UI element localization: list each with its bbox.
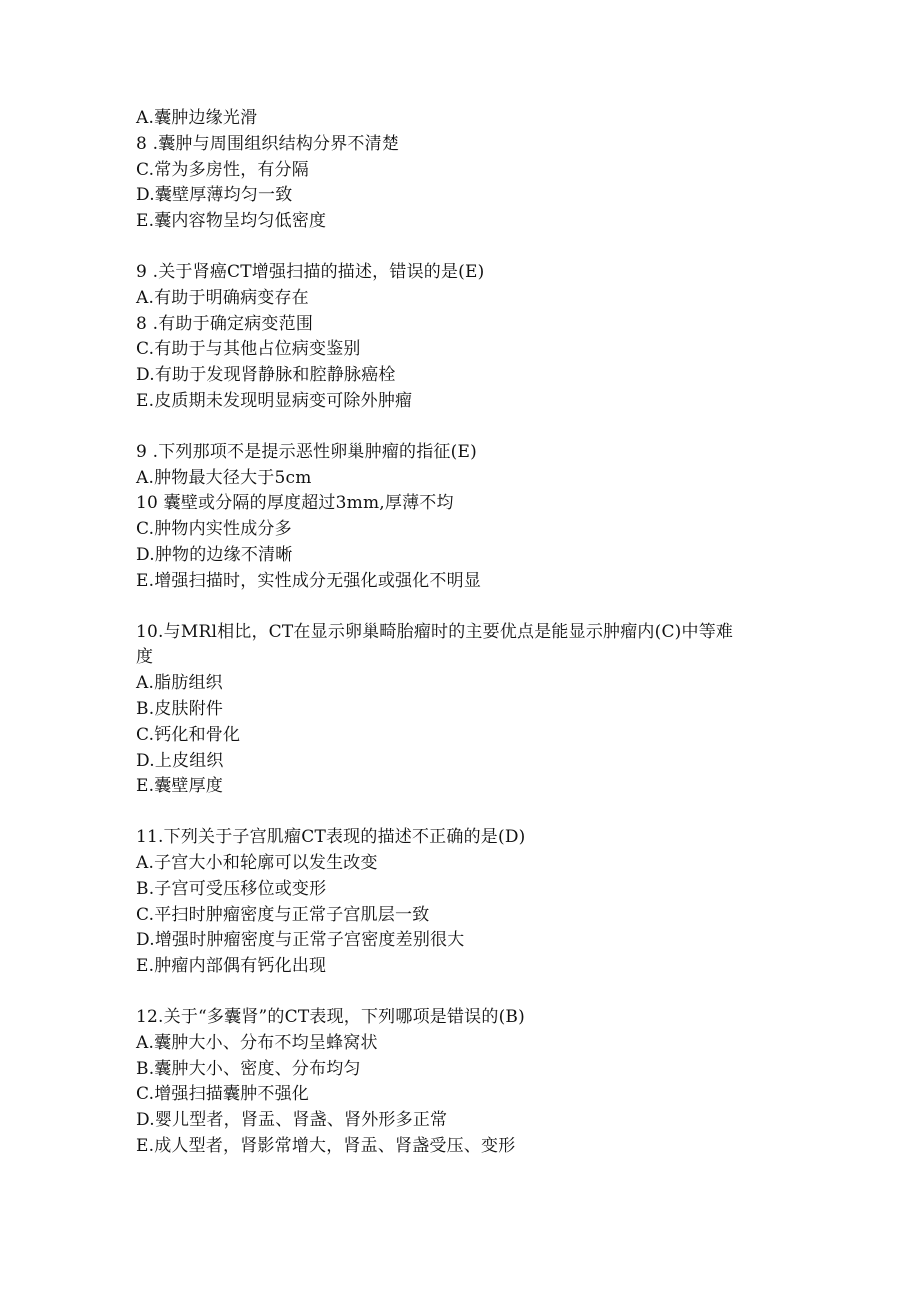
- option-c: C.肿物内实性成分多: [136, 519, 292, 540]
- option-d: D.有助于发现肾静脉和腔静脉癌栓: [136, 365, 396, 386]
- option-a: A.脂肪组织: [136, 673, 223, 694]
- question-block-7: [136, 106, 836, 235]
- option-d: D.囊壁厚薄均匀一致: [136, 185, 293, 206]
- option-c: C.钙化和骨化: [136, 724, 241, 745]
- option-a: A.子宫大小和轮廓可以发生改变: [136, 852, 378, 873]
- question-block-12: [136, 1005, 836, 1160]
- option-c: C.增强扫描囊肿不强化: [136, 1084, 310, 1105]
- option-b: 8 .囊肿与周围组织结构分界不清楚: [136, 133, 400, 154]
- option-e: E.囊内容物呈均匀低密度: [136, 211, 327, 232]
- question-block-10: [136, 620, 836, 801]
- block-spacer: [136, 595, 836, 620]
- question-title: 9 .关于肾癌CT增强扫描的描述，错误的是(E): [136, 261, 485, 282]
- option-e: E.肿瘤内部偶有钙化出现: [136, 956, 327, 977]
- option-d: D.上皮组织: [136, 750, 224, 771]
- option-e: E.增强扫描时，实性成分无强化或强化不明显: [136, 570, 482, 591]
- option-c: C.有助于与其他占位病变鉴别: [136, 339, 361, 360]
- question-title: 9 .下列那项不是提示恶性卵巢肿瘤的指征(E): [136, 441, 477, 462]
- option-a: A.囊肿大小、分布不均呈蜂窝状: [136, 1032, 378, 1053]
- block-spacer: [136, 800, 836, 825]
- question-block-11: [136, 825, 836, 980]
- option-e: E.囊壁厚度: [136, 776, 224, 797]
- option-a: A.有助于明确病变存在: [136, 287, 309, 308]
- option-a: A.囊肿边缘光滑: [136, 108, 258, 128]
- option-b: B.子宫可受压移位或变形: [136, 878, 327, 899]
- block-spacer: [136, 235, 836, 260]
- option-e: E.成人型者，肾影常增大，肾盂、肾盏受压、变形: [136, 1135, 516, 1156]
- option-b: B.皮肤附件: [136, 698, 224, 719]
- option-c: C.常为多房性，有分隔: [136, 159, 310, 180]
- question-title: 10.与MRl相比，CT在显示卵巢畸胎瘤时的主要优点是能显示肿瘤内(C)中等难: [136, 621, 734, 642]
- question-block-9b: [136, 440, 836, 595]
- option-d: D.肿物的边缘不清晰: [136, 544, 293, 565]
- document-page: [136, 106, 836, 1160]
- option-d: D.婴儿型者，肾盂、肾盏、肾外形多正常: [136, 1110, 448, 1131]
- option-e: E.皮质期未发现明显病变可除外肿瘤: [136, 390, 413, 411]
- option-b: 8 .有助于确定病变范围: [136, 313, 314, 334]
- option-b: 10 囊壁或分隔的厚度超过3mm,厚薄不均: [136, 493, 454, 514]
- option-b: B.囊肿大小、密度、分布均匀: [136, 1058, 361, 1079]
- question-title-continuation: 度: [136, 647, 154, 668]
- question-title: 11.下列关于子宫肌瘤CT表现的描述不正确的是(D): [136, 827, 526, 848]
- question-title: 12.关于“多囊肾”的CT表现，下列哪项是错误的(B): [136, 1006, 525, 1027]
- option-c: C.平扫时肿瘤密度与正常子宫肌层一致: [136, 904, 430, 925]
- option-d: D.增强时肿瘤密度与正常子宫密度差别很大: [136, 930, 465, 951]
- block-spacer: [136, 980, 836, 1005]
- question-block-9a: [136, 260, 836, 415]
- option-a: A.肿物最大径大于5cm: [136, 467, 312, 488]
- block-spacer: [136, 415, 836, 440]
